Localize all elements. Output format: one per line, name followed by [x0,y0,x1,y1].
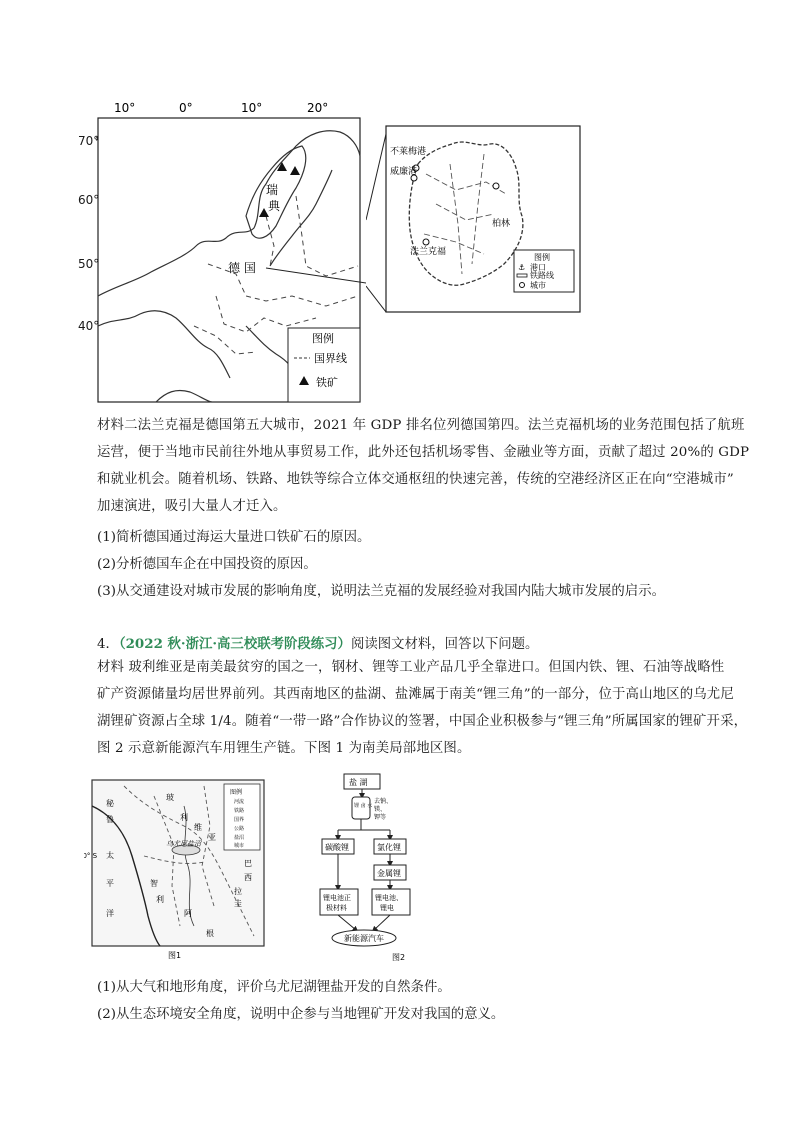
q4-material-line: 图 2 示意新能源汽车用锂生产链。下图 1 为南美局部地区图。 [97,741,471,756]
material2-line: 和就业机会。随着机场、铁路、地铁等综合立体交通枢纽的快速完善，传统的空港经济区正在向“空港城市” [97,472,734,487]
lithium-chain-diagram [318,770,428,966]
germany-map-figure [366,124,584,316]
question4-material [97,654,748,762]
question4-2: (2)从生态环境安全角度，说明中企参与当地锂矿开发对我国的意义。 [97,1007,505,1022]
label-bolivia-2: 利 [180,813,188,822]
battery-label-1: 锂电池、 [375,894,403,902]
salt-lake-label: 盐 湖 [349,778,368,787]
germany-label: 德 国 [228,261,256,275]
label-paraguay-2: 圭 [234,899,242,908]
arrow-6 [374,915,390,930]
chloride-label: 氯化锂 [377,843,401,852]
label-peru-2: 鲁 [106,815,114,824]
europe-map-figure [96,96,366,406]
lon-label-2: 0° [179,101,193,115]
lat-label-50: 50° [78,257,100,271]
label-bolivia-3: 维 [194,823,202,832]
ev-label: 新能源汽车 [344,934,384,943]
fig1-legend-item: 河流 [234,799,245,805]
label-pacific-3: 洋 [106,909,114,918]
map1-legend-border: 国界线 [314,352,347,365]
impurity-label-1: 去钠、 [374,798,393,805]
fig1-legend-item: 铁路 [234,808,245,814]
lon-label-3: 10° [241,101,263,115]
germany-map [366,124,584,316]
arrow-5 [338,915,356,930]
city-berlin-marker [493,183,499,189]
lat-label-70: 70° [78,134,100,148]
map2-legend-title: 图例 [534,253,550,262]
fig1-legend-item: 城市 [234,843,245,849]
legend-city-swatch [520,283,525,288]
zoom-line-top [366,134,386,220]
label-pacific-1: 太 [106,851,114,860]
fig1-lat-label: 0° S [84,852,98,860]
map2-legend-rail: 铁路线 [530,271,554,280]
label-uyuni: 乌尤尼盐沼 [166,840,201,848]
sweden-label-1: 瑞 [266,183,279,197]
map1-legend-title: 图例 [312,332,334,345]
brine-label: 锂 卤 水 [354,803,373,809]
battery-label-2: 锂电 [380,904,394,912]
label-brazil-2: 西 [244,873,252,882]
label-peru-1: 秘 [106,799,114,808]
q4-material-line: 湖锂矿资源占全球 1/4。随着“一带一路”合作协议的签署，中国企业积极参与“锂三角”所属国家的锂矿开采， [97,714,748,729]
material2-line: 材料二法兰克福是德国第五大城市，2021 年 GDP 排名位列德国第四。法兰克福机场的业务范围包括了航班 [97,418,745,433]
question4-number: 4． [97,637,119,652]
q4-material-line: 矿产资源储量均居世界前列。其西南地区的盐湖、盐滩属于南美“锂三角”的一部分，位于高山地区的乌尤尼 [97,687,734,702]
label-chile-1: 智 [150,879,158,888]
map1-legend-iron: 铁矿 [316,376,338,389]
iron-ore-marker [290,166,300,175]
zoom-line-bottom [366,286,386,312]
question4-header [97,633,538,652]
label-paraguay-1: 拉 [234,887,242,896]
question3-3: (3)从交通建设对城市发展的影响角度，说明法兰克福的发展经验对我国内陆大城市发展的启示。 [97,584,665,599]
material2-line: 运营，便于当地市民前往外地从事贸易工作，此外还包括机场零售、金融业等方面，贡献了超过 20%的 GDP [97,445,750,460]
material2-line: 加速演进，吸引大量人才迁入。 [97,499,287,514]
material2-paragraph [97,412,750,520]
question3-2: (2)分析德国车企在中国投资的原因。 [97,557,317,572]
question4-source: （2022 秋·浙江·高三校联考阶段练习） [118,636,351,652]
lat-label-40: 40° [78,319,100,333]
fig1-legend-item: 公路 [234,826,245,832]
lat-label-1: ° [96,135,100,149]
impurity-label-2: 镁、 [374,806,387,813]
south-america-map [84,766,274,966]
impurity-label-3: 钾等 [374,814,387,821]
sweden-label-2: 典 [268,199,281,213]
label-brazil-1: 巴 [244,859,252,868]
question4-1: (1)从大气和地形角度，评价乌尤尼湖锂盐开发的自然条件。 [97,980,451,995]
label-bolivia-4: 亚 [208,833,216,842]
label-chile-2: 利 [156,895,164,904]
fig1-legend-item: 盐沼 [234,835,245,841]
question4-intro: 阅读图文材料，回答以下问题。 [350,637,539,652]
map2-legend-city: 城市 [530,281,546,290]
carbonate-label: 碳酸锂 [325,843,349,852]
metal-label: 金属锂 [377,869,401,878]
legend-rail-swatch [517,274,527,277]
q4-material-line: 材料 玻利维亚是南美最贫穷的国之一，钢材、锂等工业产品几乎全靠进口。但国内铁、锂、石油等战略性 [97,660,725,675]
label-berlin: 柏林 [492,219,511,229]
lat-label-60: 60° [78,193,100,207]
map2-legend-port: 港口 [530,263,546,272]
anchor-icon: ⚓ [518,263,526,272]
label-bremerhaven: 不莱梅港 [390,147,427,157]
fig1-caption: 图1 [168,951,182,960]
europe-map [96,96,366,406]
cathode-label-1: 锂电池正 [323,894,351,902]
lithium-chain-figure [318,770,428,966]
label-argentina-1: 阿 [184,909,192,918]
south-america-map-figure [84,766,274,966]
lon-label-1: 10° [114,101,136,115]
label-pacific-2: 平 [106,879,114,888]
label-wilhelmshaven: 威廉港 [390,167,418,177]
city-frankfurt-marker [423,239,429,245]
fig2-caption: 图2 [392,953,406,962]
cathode-label-2: 极材料 [326,904,347,912]
lon-label-4: 20° [307,101,329,115]
label-frankfurt: 法兰克福 [410,247,447,257]
label-argentina-2: 根 [206,929,214,938]
question3-1: (1)简析德国通过海运大量进口铁矿石的原因。 [97,530,371,545]
fig1-legend-title: 图例 [230,789,243,796]
fig1-legend-item: 国界 [234,817,245,823]
label-bolivia-1: 玻 [166,793,174,802]
